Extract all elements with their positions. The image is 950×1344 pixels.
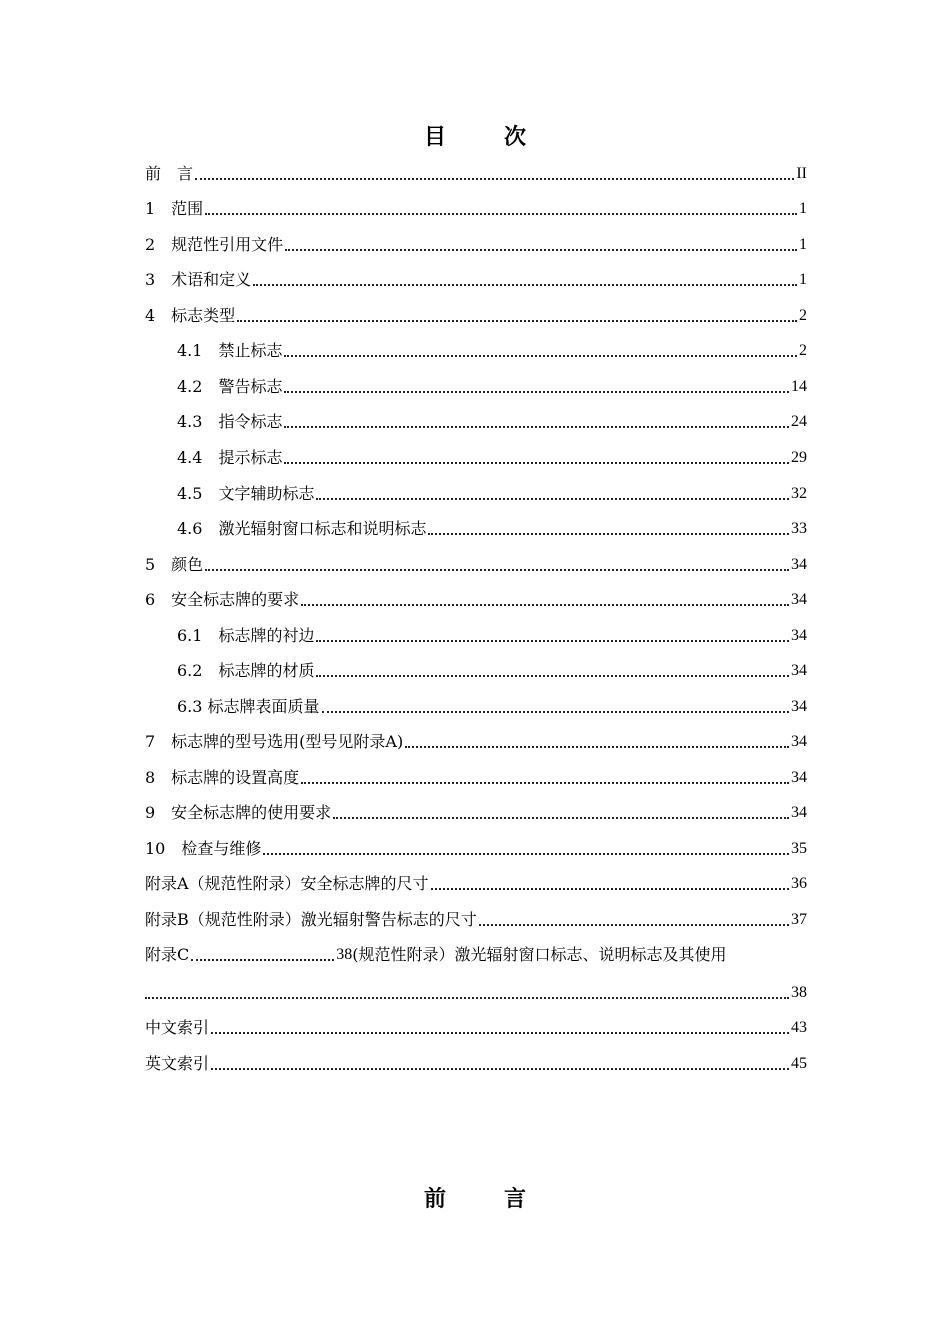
dot-leader — [428, 513, 789, 535]
toc-entry-label: 前 言 — [145, 164, 194, 183]
toc-entry-label: 6.3 标志牌表面质量 — [177, 697, 320, 716]
toc-entry-foreword[interactable] — [145, 160, 807, 184]
dot-leader — [284, 442, 789, 464]
toc-entry-page: 34 — [791, 733, 807, 750]
toc-entry-page: 32 — [791, 485, 807, 502]
toc-entry-page: 34 — [791, 804, 807, 821]
toc-entry-label: 10 检查与维修 — [145, 839, 262, 858]
toc-entry-inline-page: 38 — [336, 946, 353, 963]
dot-leader — [284, 335, 797, 357]
toc-entry-4-3[interactable] — [177, 408, 807, 432]
toc-entry-4-5[interactable] — [177, 480, 807, 504]
toc-entry-label: 4.3 指令标志 — [177, 412, 283, 431]
toc-entry-page: 34 — [791, 662, 807, 679]
toc-entry-appendix-c-continuation[interactable] — [145, 979, 807, 1003]
toc-entry-2[interactable] — [145, 231, 807, 255]
toc-entry-3[interactable] — [145, 266, 807, 290]
toc-entry-label: 6.2 标志牌的材质 — [177, 661, 315, 680]
dot-leader — [405, 726, 789, 748]
dot-leader — [316, 620, 789, 642]
toc-entry-page: 38 — [791, 984, 807, 1001]
toc-entry-page: 35 — [791, 840, 807, 857]
toc-entry-1[interactable] — [145, 195, 807, 219]
dot-leader — [145, 977, 789, 999]
dot-leader — [263, 833, 789, 855]
dot-leader — [191, 939, 334, 961]
toc-entry-label: 1 范围 — [145, 199, 204, 218]
dot-leader — [284, 371, 789, 393]
toc-entry-4-2[interactable] — [177, 373, 807, 397]
toc-entry-4[interactable] — [145, 302, 807, 326]
toc-entry-page: 34 — [791, 698, 807, 715]
dot-leader — [301, 762, 789, 784]
toc-entry-7[interactable] — [145, 728, 807, 752]
toc-entry-6-3[interactable] — [177, 693, 807, 717]
toc-entry-page: 1 — [799, 200, 807, 217]
toc-entry-9[interactable] — [145, 799, 807, 823]
toc-entry-appendix-c[interactable] — [145, 941, 807, 965]
dot-leader — [316, 478, 789, 500]
dot-leader — [237, 300, 797, 322]
toc-entry-label: 9 安全标志牌的使用要求 — [145, 803, 332, 822]
toc-entry-label: 4 标志类型 — [145, 306, 236, 325]
toc-entry-label: 附录B（规范性附录）激光辐射警告标志的尺寸 — [145, 910, 477, 929]
toc-entry-page: 43 — [791, 1019, 807, 1036]
toc-entry-page: 33 — [791, 520, 807, 537]
dot-leader — [431, 868, 789, 890]
dot-leader — [322, 691, 789, 713]
dot-leader — [211, 1012, 789, 1034]
toc-entry-10[interactable] — [145, 835, 807, 859]
toc-entry-label: 7 标志牌的型号选用(型号见附录A) — [145, 732, 404, 751]
dot-leader — [205, 193, 797, 215]
dot-leader — [301, 584, 789, 606]
dot-leader — [285, 229, 797, 251]
toc-entry-6[interactable] — [145, 586, 807, 610]
toc-entry-page: 34 — [791, 556, 807, 573]
toc-entry-label: 6.1 标志牌的衬边 — [177, 626, 315, 645]
dot-leader — [316, 655, 789, 677]
toc-entry-page: 34 — [791, 591, 807, 608]
dot-leader — [284, 406, 789, 428]
toc-entry-4-1[interactable] — [177, 337, 807, 361]
toc-entry-page: 2 — [799, 342, 807, 359]
toc-entry-label-start: 附录C — [145, 945, 190, 964]
dot-leader — [211, 1048, 789, 1070]
toc-entry-english-index[interactable] — [145, 1050, 807, 1074]
toc-entry-6-1[interactable] — [177, 622, 807, 646]
toc-entry-label: 4.2 警告标志 — [177, 377, 283, 396]
toc-entry-label: 8 标志牌的设置高度 — [145, 768, 300, 787]
toc-entry-label: 附录A（规范性附录）安全标志牌的尺寸 — [145, 874, 429, 893]
toc-entry-page: II — [796, 165, 807, 182]
toc-entry-4-4[interactable] — [177, 444, 807, 468]
toc-entry-page: 29 — [791, 449, 807, 466]
dot-leader — [333, 797, 789, 819]
toc-entry-label: 4.4 提示标志 — [177, 448, 283, 467]
toc-entry-label: 英文索引 — [145, 1054, 210, 1073]
toc-entry-page: 14 — [791, 378, 807, 395]
foreword-heading: 前 言 — [423, 1186, 544, 1212]
toc-entry-label: 3 术语和定义 — [145, 270, 252, 289]
toc-entry-label-end: (规范性附录）激光辐射窗口标志、说明标志及其使用 — [352, 945, 727, 964]
toc-entry-page: 1 — [799, 271, 807, 288]
toc-entry-chinese-index[interactable] — [145, 1014, 807, 1038]
toc-entry-label: 2 规范性引用文件 — [145, 235, 284, 254]
toc-entry-page: 34 — [791, 769, 807, 786]
toc-entry-4-6[interactable] — [177, 515, 807, 539]
toc-entry-label: 4.6 激光辐射窗口标志和说明标志 — [177, 519, 427, 538]
toc-entry-label: 中文索引 — [145, 1018, 210, 1037]
toc-entry-8[interactable] — [145, 764, 807, 788]
toc-entry-page: 37 — [791, 911, 807, 928]
toc-entry-6-2[interactable] — [177, 657, 807, 681]
toc-entry-page: 36 — [791, 875, 807, 892]
toc-title: 目 次 — [423, 124, 544, 150]
dot-leader — [479, 904, 789, 926]
toc-entry-appendix-b[interactable] — [145, 906, 807, 930]
toc-entry-label: 4.1 禁止标志 — [177, 341, 283, 360]
toc-entry-label: 4.5 文字辅助标志 — [177, 484, 315, 503]
toc-entry-label: 6 安全标志牌的要求 — [145, 590, 300, 609]
toc-entry-page: 24 — [791, 413, 807, 430]
toc-entry-page: 45 — [791, 1055, 807, 1072]
toc-entry-page: 34 — [791, 627, 807, 644]
toc-entry-label: 5 颜色 — [145, 555, 204, 574]
toc-entry-appendix-a[interactable] — [145, 870, 807, 894]
toc-entry-page: 2 — [799, 307, 807, 324]
toc-entry-page: 1 — [799, 236, 807, 253]
dot-leader — [195, 158, 794, 180]
dot-leader — [253, 264, 797, 286]
dot-leader — [205, 549, 789, 571]
toc-entry-5[interactable] — [145, 551, 807, 575]
